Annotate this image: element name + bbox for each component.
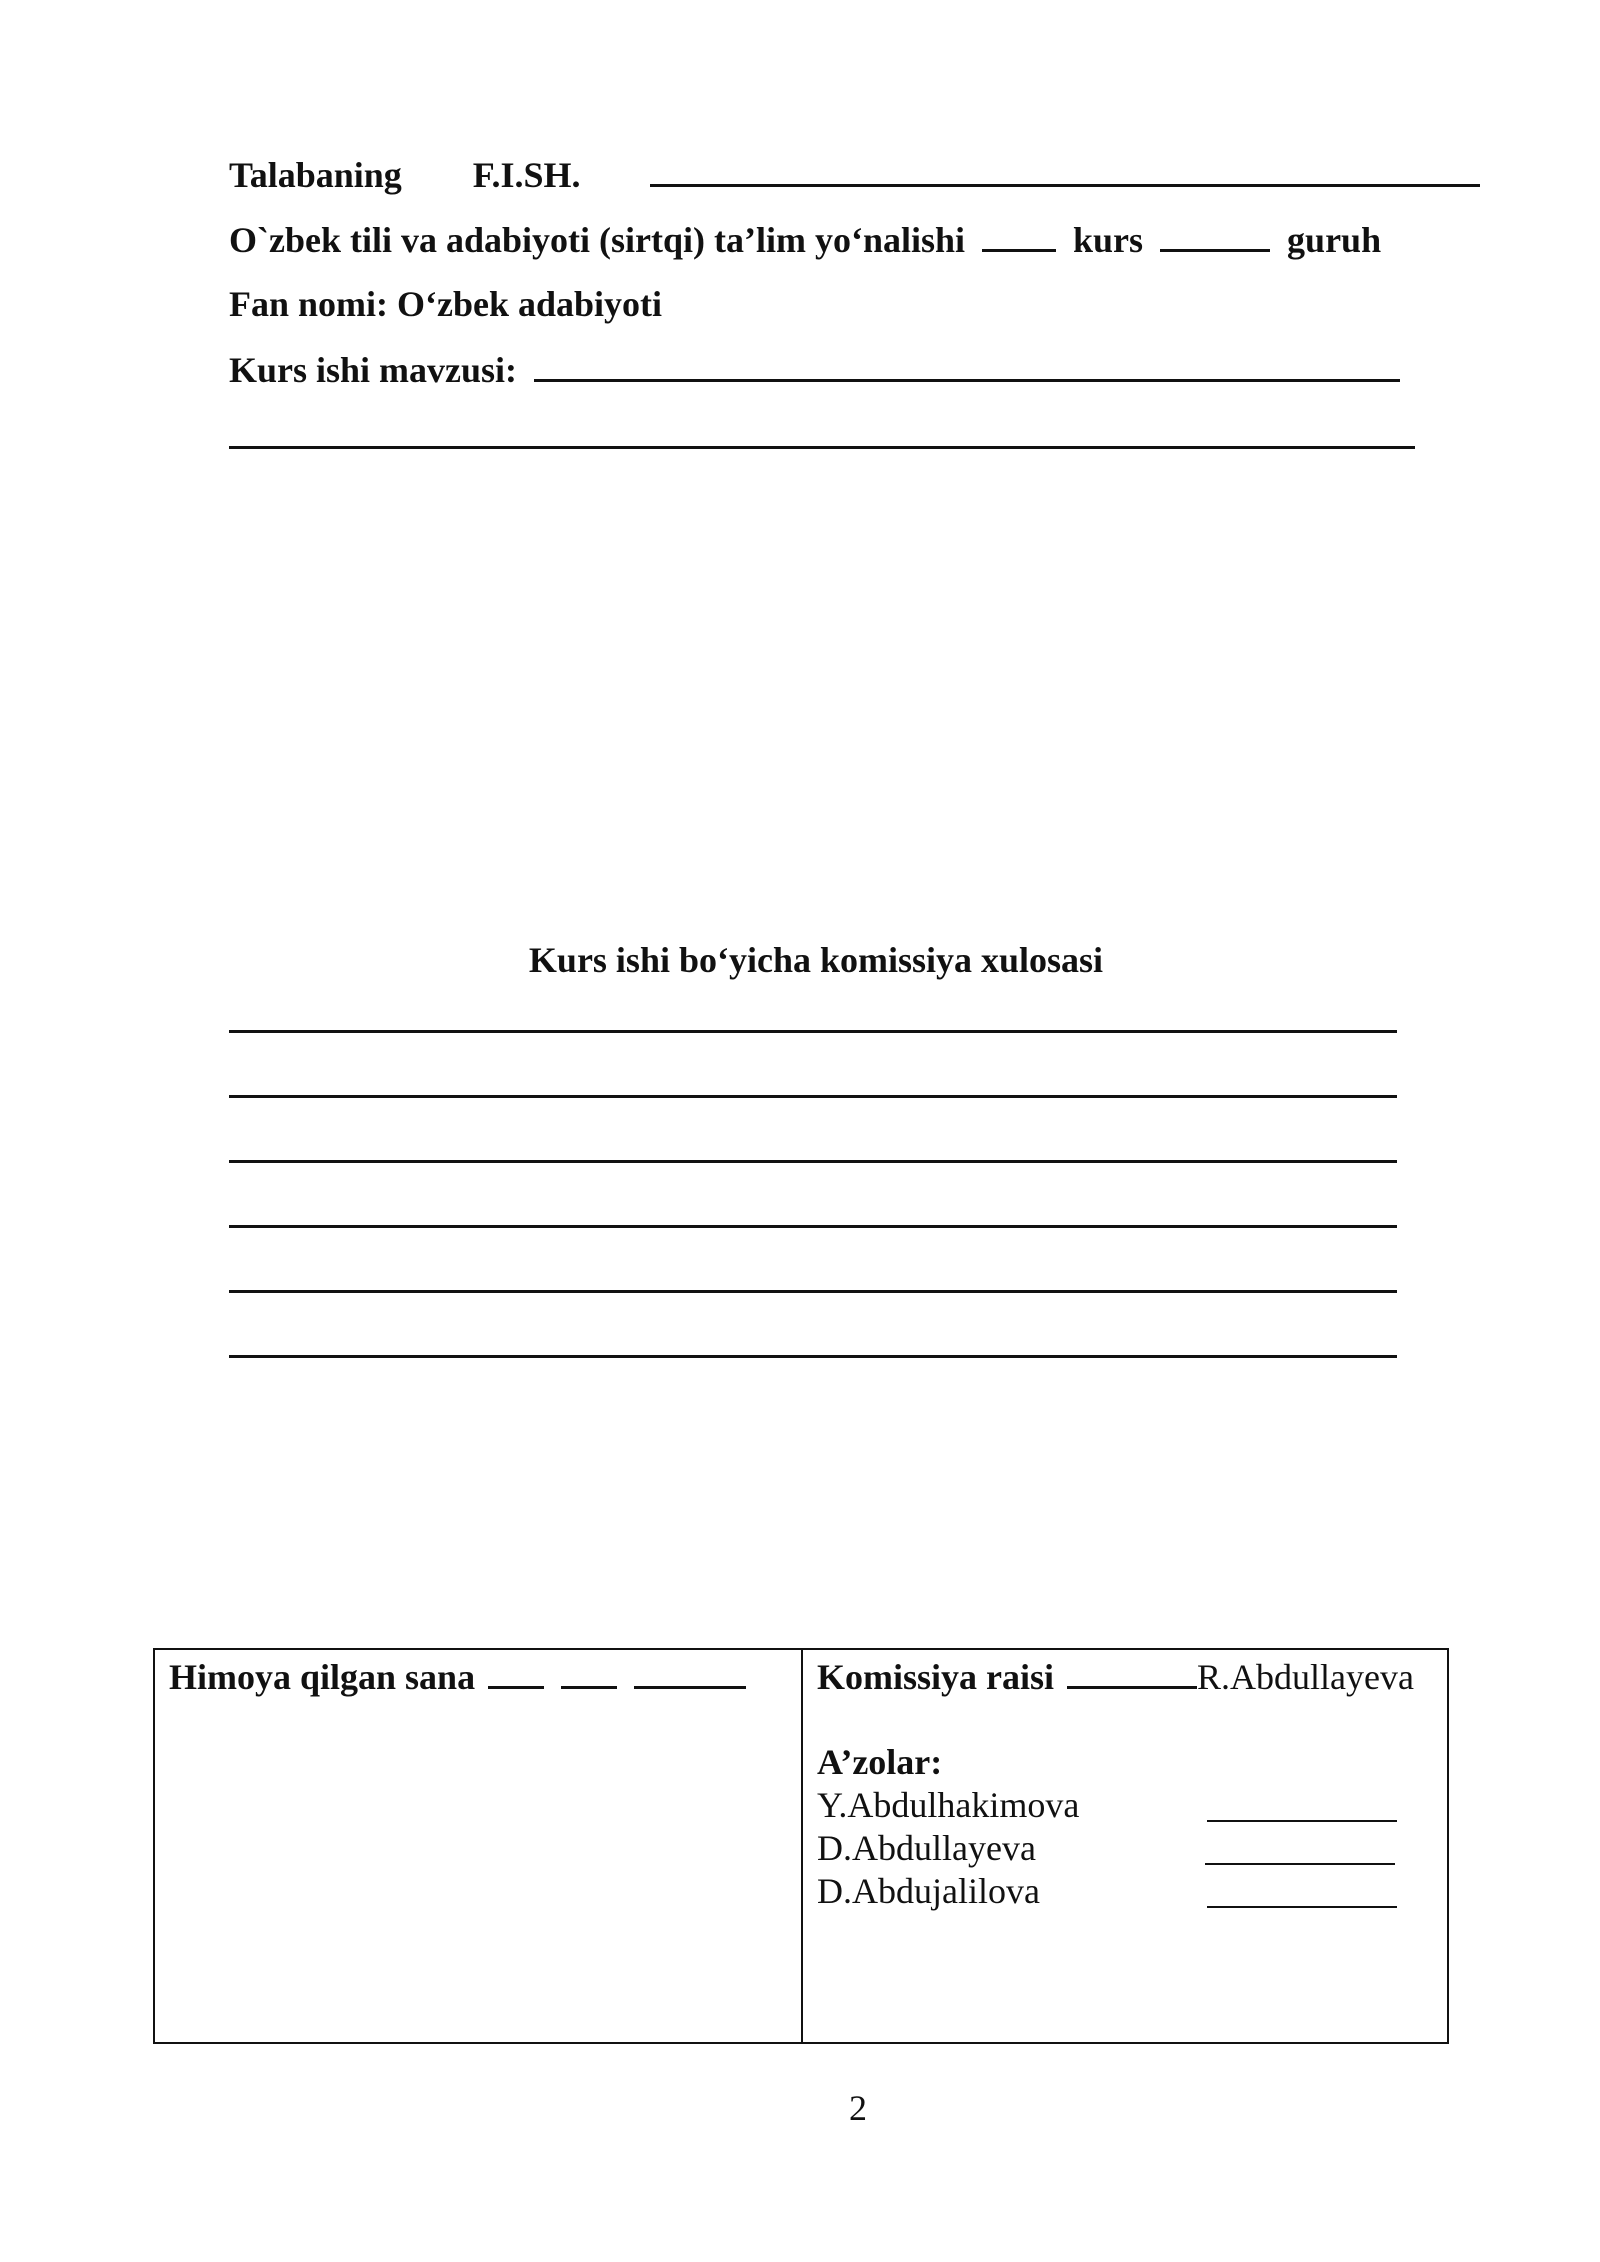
members-label: A’zolar:	[817, 1742, 943, 1782]
conclusion-blank-line[interactable]	[229, 1355, 1397, 1358]
topic-line	[229, 347, 1400, 392]
page-number: 2	[849, 2088, 867, 2128]
course-blank[interactable]	[982, 217, 1056, 252]
defense-date-label: Himoya qilgan sana	[169, 1657, 476, 1697]
member-signature-blank[interactable]	[1207, 1906, 1397, 1908]
student-name-line	[229, 152, 1480, 197]
date-day-blank[interactable]	[488, 1654, 544, 1689]
topic-blank-continued[interactable]	[229, 446, 1415, 449]
topic-label: Kurs ishi mavzusi:	[229, 350, 518, 390]
conclusion-blank-line[interactable]	[229, 1160, 1397, 1163]
group-label: guruh	[1287, 220, 1382, 260]
member-name: D.Abdujalilova	[817, 1871, 1040, 1911]
subject-line	[229, 282, 662, 326]
fish-label: F.I.SH.	[472, 155, 581, 195]
chair-label: Komissiya raisi	[817, 1657, 1055, 1697]
conclusion-blank-line[interactable]	[229, 1095, 1397, 1098]
subject-text: Fan nomi: O‘zbek adabiyoti	[229, 284, 663, 324]
defense-date-cell	[155, 1650, 803, 2042]
conclusion-blank-line[interactable]	[229, 1225, 1397, 1228]
member-name: D.Abdullayeva	[817, 1828, 1036, 1868]
member-signature-blank[interactable]	[1205, 1863, 1395, 1865]
topic-blank[interactable]	[534, 347, 1400, 382]
conclusion-heading: Kurs ishi bo‘yicha komissiya xulosasi	[528, 940, 1104, 980]
direction-line	[229, 217, 1381, 262]
chair-signature-blank[interactable]	[1067, 1654, 1197, 1689]
commission-cell	[803, 1650, 1447, 2042]
member-name: Y.Abdulhakimova	[817, 1785, 1080, 1825]
conclusion-blank-line[interactable]	[229, 1290, 1397, 1293]
chair-name: R.Abdullayeva	[1197, 1657, 1414, 1697]
chair-row	[817, 1654, 1414, 1699]
signature-table	[153, 1648, 1449, 2044]
student-label: Talabaning	[229, 155, 402, 195]
group-blank[interactable]	[1160, 217, 1270, 252]
date-month-blank[interactable]	[561, 1654, 617, 1689]
member-signature-blank[interactable]	[1207, 1820, 1397, 1822]
course-label: kurs	[1073, 220, 1144, 260]
conclusion-blank-line[interactable]	[229, 1030, 1397, 1033]
student-name-blank[interactable]	[650, 152, 1480, 187]
defense-date-row	[169, 1654, 746, 1699]
direction-text: O`zbek tili va adabiyoti (sirtqi) ta’lim yo‘nalishi	[229, 220, 966, 260]
date-year-blank[interactable]	[634, 1654, 746, 1689]
